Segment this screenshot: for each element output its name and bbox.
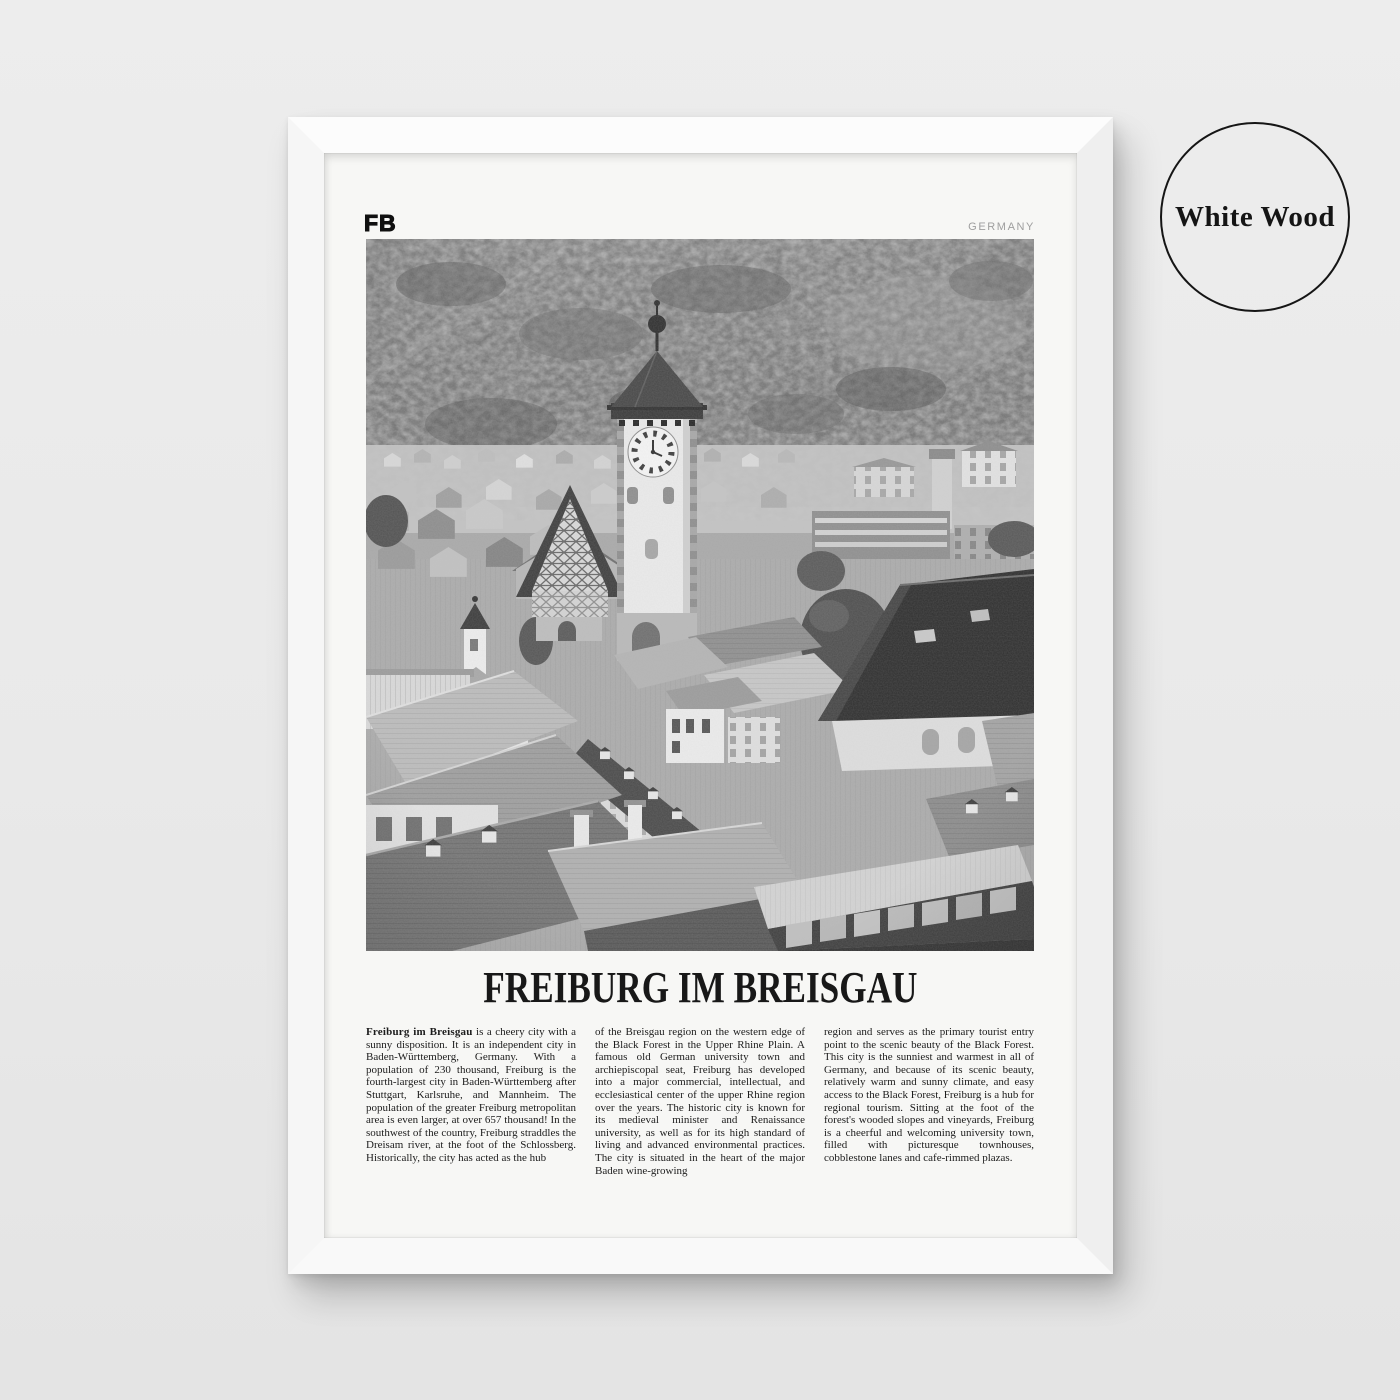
article-column-2: of the Breisgau region on the western edge of the Black Forest in the Upper Rhine Plain. A famous old German university town and archiepiscopal seat, Freiburg has developed into a major commercial, intellectual, and ecclesiastical center of the upper Rhine region over the years. The historic city is known for its medieval minister and Renaissance university, as well as for its high standard of living and advanced environmental practices. The city is situated in the heart of the major Baden wine-growing <box>595 1026 805 1177</box>
article-lead: Freiburg im Breisgau <box>366 1026 473 1038</box>
article-column-3: region and serves as the primary tourist entry point to the scenic beauty of the Black Forest. This city is the sunniest and warmest in all of Germany, and because of its scenic beauty, relatively warm and sunny climate, and easy access to the Black Forest, Freiburg is a hub for regional tourism. Sitting at the foot of the forest's wooded slopes and vineyards, Freiburg is a cheerful and welcoming university town, filled with picturesque townhouses, cobblestone lanes and cafe-rimmed plazas. <box>824 1026 1034 1164</box>
picture-frame <box>288 117 1113 1274</box>
city-illustration <box>366 239 1034 951</box>
article <box>366 1026 1034 1177</box>
poster-title: FREIBURG IM BREISGAU <box>483 963 918 1012</box>
poster <box>324 153 1077 1238</box>
article-column-1: Freiburg im Breisgau is a cheery city with a sunny disposition. It is an independent city in Baden-Württemberg, Germany. With a population of 230 thousand, Freiburg is the fourth-largest city in Baden-Württemberg after Stuttgart, Karlsruhe, and Mannheim. The population of the greater Freiburg metropolitan area is even larger, at over 657 thousand! In the southwest of the country, Freiburg straddles the Dreisam river, at the foot of the Schlossberg. Historically, the city has acted as the hub <box>366 1026 576 1164</box>
brand-text: FB <box>364 210 397 236</box>
vignette-overlay <box>366 239 1034 951</box>
frame-style-badge-label: White Wood <box>1175 200 1335 233</box>
frame-style-badge <box>1160 122 1350 312</box>
poster-photo <box>366 239 1034 951</box>
country-label: GERMANY <box>968 221 1035 233</box>
